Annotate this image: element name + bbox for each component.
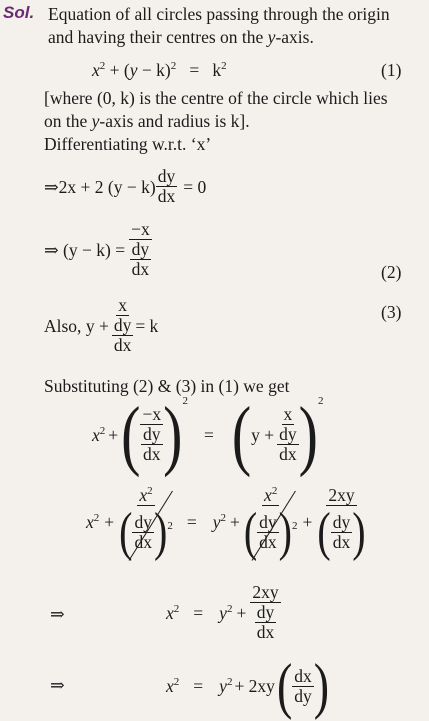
derivative-step: ⇒ 2x + 2 (y − k) $\frac{dy}{dx}$ = 0 xyxy=(44,166,207,206)
equation-number-1: (1) xyxy=(381,60,402,80)
differentiating-line: Differentiating w.r.t. ‘x’ xyxy=(44,134,212,154)
fraction-minus-x-over-dydx: $\frac{-x}{\frac{dy}{dx}}$ xyxy=(131,219,150,279)
fraction-x-over-dydx: $\frac{x}{\frac{dy}{dx}}$ xyxy=(113,295,132,355)
where-line-1: [where (0, k) is the centre of the circle which lies xyxy=(44,88,388,108)
simplified-equation: $x^2$ = $y^2$ + $\frac{2xy}{\frac{dy}{dx}}$ xyxy=(166,582,279,642)
equation-number-3: (3) xyxy=(381,302,402,322)
equation-number-2: (2) xyxy=(381,262,402,282)
solution-label: Sol. xyxy=(3,3,35,22)
intro-line-2: and having their centres on the y-axis. xyxy=(48,27,314,47)
dy-dx-fraction: $\frac{dy}{dx}$ xyxy=(157,166,176,206)
equation-1: $x^2 + (y - k)^2 = k^2$ xyxy=(92,60,227,80)
substituted-equation: $x^2$ + ( $\frac{-x}{\frac{dy}{dx}}$ ) 2 = ( y + $\frac{x}{\frac{dy}{dx}}$ ) 2 xyxy=(92,389,324,478)
expanded-equation: $x^2$ + $x^2$ ( $\frac{dy}{dx}$ )$^2$ = $y^2$ + $x^2$ ( $\frac{dy}{dx}$ )$^2$ + 2xy ( $\frac{dy}{dx}$ ) xyxy=(86,485,366,562)
substituting-line: Substituting (2) & (3) in (1) we get xyxy=(44,376,290,396)
intro-line-1: Equation of all circles passing through the origin xyxy=(48,4,390,24)
arrow-6: ⇒ xyxy=(50,604,65,624)
arrow-7: ⇒ xyxy=(50,675,65,695)
cancelled-fraction-left: $x^2$ ( $\frac{dy}{dx}$ )$^2$ xyxy=(119,485,173,562)
where-line-2: on the y-axis and radius is k]. xyxy=(44,111,250,131)
equation-2: ⇒ (y − k) = $\frac{-x}{\frac{dy}{dx}}$ xyxy=(44,219,150,279)
equation-3: Also, y + $\frac{x}{\frac{dy}{dx}}$ = k xyxy=(44,295,159,355)
cancelled-fraction-right: $x^2$ ( $\frac{dy}{dx}$ )$^2$ xyxy=(243,485,298,562)
final-equation: $x^2$ = $y^2$ + 2xy ( $\frac{dx}{dy}$ ) xyxy=(166,650,330,720)
